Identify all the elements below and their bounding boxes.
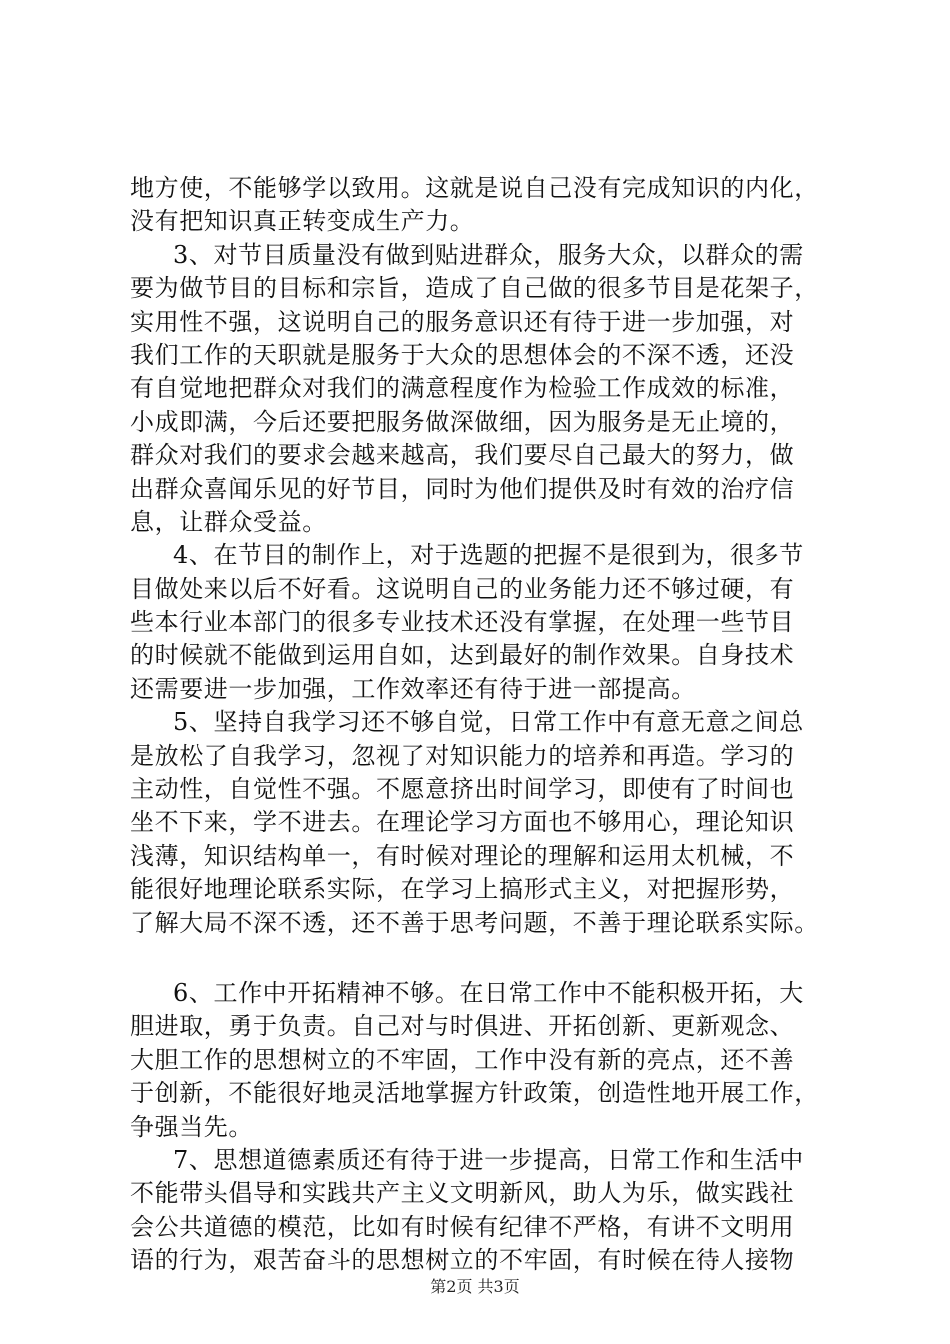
text-line: 我们工作的天职就是服务于大众的思想体会的不深不透，还没 (130, 340, 795, 369)
text-line: 坐不下来，学不进去。在理论学习方面也不够用心，理论知识 (130, 808, 795, 837)
paragraph-p4 (130, 539, 830, 706)
text-line: 了解大局不深不透，还不善于思考问题，不善于理论联系实际。 (130, 908, 819, 937)
text-line: 会公共道德的模范，比如有时候有纪律不严格，有讲不文明用 (130, 1212, 795, 1241)
paragraph-p5 (130, 706, 830, 940)
text-line: 5、坚持自我学习还不够自觉，日常工作中有意无意之间总 (173, 708, 804, 737)
text-line: 还需要进一步加强，工作效率还有待于进一部提高。 (130, 674, 696, 703)
text-line: 息，让群众受益。 (130, 507, 327, 536)
text-line: 主动性，自觉性不强。不愿意挤出时间学习，即使有了时间也 (130, 775, 795, 804)
text-line: 出群众喜闻乐见的好节目，同时为他们提供及时有效的治疗信 (130, 474, 795, 503)
paragraph-p-cont (130, 172, 830, 239)
text-line: 语的行为，艰苦奋斗的思想树立的不牢固，有时候在待人接物 (130, 1246, 795, 1275)
text-line: 些本行业本部门的很多专业技术还没有掌握，在处理一些节目 (130, 608, 795, 637)
paragraph-p6 (130, 977, 830, 1144)
text-line: 大胆工作的思想树立的不牢固，工作中没有新的亮点，还不善 (130, 1045, 795, 1074)
text-line: 胆进取，勇于负责。自己对与时俱进、开拓创新、更新观念、 (130, 1012, 795, 1041)
text-line: 要为做节目的目标和宗旨，造成了自己做的很多节目是花架子， (130, 274, 819, 303)
text-line: 4、在节目的制作上，对于选题的把握不是很到为，很多节 (173, 541, 804, 570)
paragraph-gap (130, 940, 830, 977)
text-line: 有自觉地把群众对我们的满意程度作为检验工作成效的标准， (130, 374, 795, 403)
text-line: 地方使，不能够学以致用。这就是说自己没有完成知识的内化， (130, 174, 819, 202)
text-line: 群众对我们的要求会越来越高，我们要尽自己最大的努力，做 (130, 441, 795, 470)
text-line: 不能带头倡导和实践共产主义文明新风，助人为乐，做实践社 (130, 1179, 795, 1208)
text-line: 于创新，不能很好地灵活地掌握方针政策，创造性地开展工作， (130, 1079, 819, 1108)
text-line: 7、思想道德素质还有待于进一步提高，日常工作和生活中 (173, 1145, 804, 1174)
document-body (130, 172, 830, 1278)
text-line: 浅薄，知识结构单一，有时候对理论的理解和运用太机械，不 (130, 841, 795, 870)
text-line: 小成即满，今后还要把服务做深做细，因为服务是无止境的， (130, 407, 795, 436)
text-line: 6、工作中开拓精神不够。在日常工作中不能积极开拓，大 (173, 978, 804, 1007)
text-line: 是放松了自我学习，忽视了对知识能力的培养和再造。学习的 (130, 741, 795, 770)
paragraph-p3 (130, 239, 830, 540)
paragraph-p7 (130, 1144, 830, 1278)
text-line: 3、对节目质量没有做到贴进群众，服务大众，以群众的需 (173, 240, 804, 269)
text-line: 目做处来以后不好看。这说明自己的业务能力还不够过硬，有 (130, 574, 795, 603)
page-footer: 第2页 共3页 (430, 1277, 520, 1296)
text-line: 实用性不强，这说明自己的服务意识还有待于进一步加强，对 (130, 307, 795, 336)
text-line: 争强当先。 (130, 1112, 253, 1141)
text-line: 没有把知识真正转变成生产力。 (130, 207, 475, 236)
text-line: 的时候就不能做到运用自如，达到最好的制作效果。自身技术 (130, 641, 795, 670)
text-line: 能很好地理论联系实际，在学习上搞形式主义，对把握形势， (130, 875, 795, 904)
